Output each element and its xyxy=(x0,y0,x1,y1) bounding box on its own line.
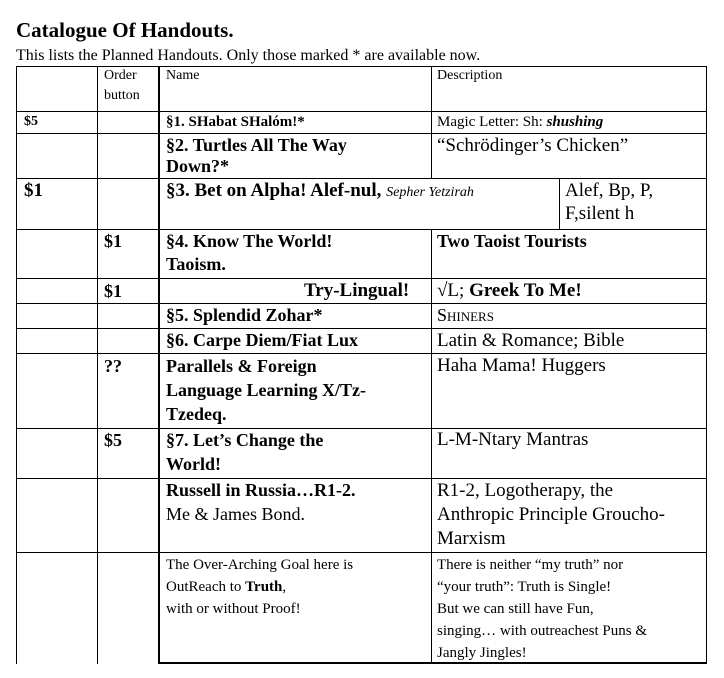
table-rule xyxy=(431,229,432,664)
handout-name: §1. SHabat SHalóm!* xyxy=(166,114,305,130)
table-rule xyxy=(16,328,707,329)
handout-name-line2: World! xyxy=(166,454,222,474)
goal-line3: with or without Proof! xyxy=(166,601,301,617)
description-emphasis: shushing xyxy=(546,114,604,130)
header-name: Name xyxy=(166,68,200,83)
handout-name-italic: Sepher Yetzirah xyxy=(386,185,474,200)
handout-name-line3: Tzedeq. xyxy=(166,404,227,424)
handout-description: L-M-Ntary Mantras xyxy=(437,429,589,450)
goal-line1: The Over-Arching Goal here is xyxy=(166,557,354,573)
header-order-line2: button xyxy=(104,88,140,103)
handout-name-line1: §4. Know The World! xyxy=(166,231,333,251)
handout-name-line2: Me & James Bond. xyxy=(166,504,305,524)
table-rule xyxy=(16,111,707,112)
page-subtitle: This lists the Planned Handouts. Only those marked * are available now. xyxy=(16,47,481,64)
goal-text: , xyxy=(282,579,287,595)
table-rule xyxy=(16,428,707,429)
truth-line1: There is neither “my truth” nor xyxy=(437,557,624,573)
table-rule xyxy=(16,178,707,179)
table-rule xyxy=(16,66,17,664)
table-rule xyxy=(16,552,707,553)
handout-name-line2: Down?* xyxy=(166,156,230,176)
handout-name: §6. Carpe Diem/Fiat Lux xyxy=(166,330,358,350)
truth-line5: Jangly Jingles! xyxy=(437,645,527,661)
description-text: Magic Letter: Sh: xyxy=(437,114,547,130)
handout-name: Try-Lingual! xyxy=(304,280,410,301)
handout-description: “Schrödinger’s Chicken” xyxy=(437,135,629,156)
handout-name-line1: §7. Let’s Change the xyxy=(166,430,324,450)
handout-name-line1: §2. Turtles All The Way xyxy=(166,135,347,155)
table-rule xyxy=(16,66,707,67)
table-rule xyxy=(16,229,707,230)
truth-line2: “your truth”: Truth is Single! xyxy=(437,579,612,595)
handout-description xyxy=(437,113,603,131)
table-rule xyxy=(158,662,707,664)
handout-description: Latin & Romance; Bible xyxy=(437,330,625,351)
handout-name-line1: Russell in Russia…R1-2. xyxy=(166,480,356,500)
handout-description: Haha Mama! Huggers xyxy=(437,355,606,376)
table-rule xyxy=(158,66,160,664)
handout-description xyxy=(437,280,582,303)
goal-line2 xyxy=(166,578,286,596)
order-button[interactable]: $1 xyxy=(104,281,122,301)
handout-name xyxy=(166,180,474,203)
description-emphasis: Greek To Me! xyxy=(469,280,582,301)
description-text: √L; xyxy=(437,280,470,301)
table-rule xyxy=(16,353,707,354)
table-rule xyxy=(16,478,707,479)
handout-name-line1: Parallels & Foreign xyxy=(166,356,317,376)
table-rule xyxy=(16,278,707,279)
handout-description-line1: R1-2, Logotherapy, the xyxy=(437,480,614,501)
row-price: $1 xyxy=(24,180,43,201)
handout-description: Shiners xyxy=(437,305,494,325)
table-rule xyxy=(16,303,707,304)
handout-description-line2: F,silent h xyxy=(565,203,635,224)
table-rule xyxy=(431,66,432,179)
order-button[interactable]: $5 xyxy=(104,430,122,450)
handout-name-line2: Taoism. xyxy=(166,254,226,274)
goal-text: OutReach to xyxy=(166,579,246,595)
handout-description-line3: Marxism xyxy=(437,528,506,549)
table-rule xyxy=(97,66,98,664)
goal-truth: Truth xyxy=(245,579,283,595)
table-rule xyxy=(559,178,560,230)
handout-description: Two Taoist Tourists xyxy=(437,231,587,251)
handout-description-line2: Anthropic Principle Groucho- xyxy=(437,504,665,525)
handout-name-bold: §3. Bet on Alpha! Alef-nul, xyxy=(166,180,387,201)
order-button[interactable]: $1 xyxy=(104,231,122,251)
table-rule xyxy=(16,133,707,134)
truth-line3: But we can still have Fun, xyxy=(437,601,594,617)
truth-line4: singing… with outreachest Puns & xyxy=(437,623,647,639)
table-rule xyxy=(706,66,707,664)
header-description: Description xyxy=(437,68,503,83)
order-button[interactable]: ?? xyxy=(104,356,122,376)
handout-description-line1: Alef, Bp, P, xyxy=(565,180,654,201)
handout-name-line2: Language Learning X/Tz- xyxy=(166,380,367,400)
row-price: $5 xyxy=(24,114,38,129)
handout-name: §5. Splendid Zohar* xyxy=(166,305,323,325)
page-title: Catalogue Of Handouts. xyxy=(16,18,234,42)
header-order-line1: Order xyxy=(104,68,137,83)
